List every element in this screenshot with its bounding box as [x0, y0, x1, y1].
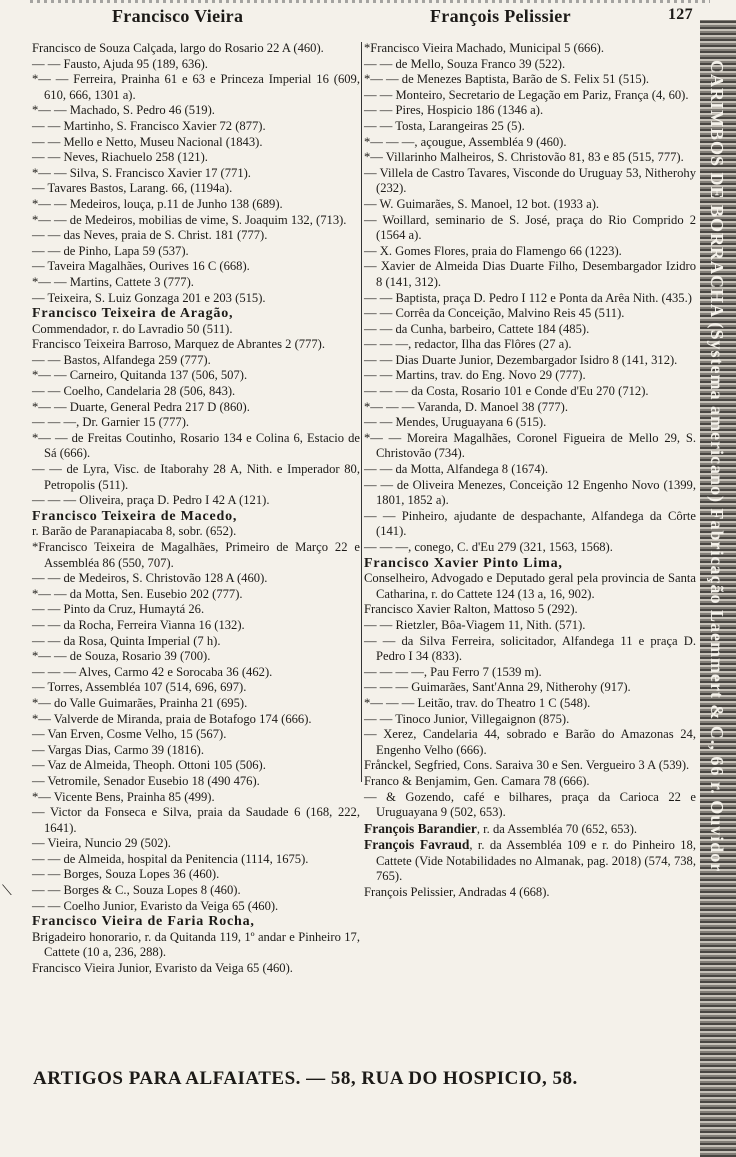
- directory-entry: — — Pinto da Cruz, Humaytá 26.: [32, 602, 205, 617]
- directory-entry: — Teixeira, S. Luiz Gonzaga 201 e 203 (515).: [32, 290, 266, 305]
- directory-entry: — — — —, Pau Ferro 7 (1539 m).: [364, 664, 542, 679]
- directory-entry: — — Mendes, Uruguayana 6 (515).: [364, 415, 547, 430]
- footer-advert: ARTIGOS PARA ALFAIATES. — 58, RUA DO HOSPICIO, 58.: [33, 1068, 578, 1089]
- directory-entry: Franco & Benjamim, Gen. Camara 78 (666).: [364, 773, 590, 788]
- page-number: 127: [668, 6, 693, 23]
- directory-entry: — Victor da Fonseca e Silva, praia da Saudade 6 (168, 222, 1641).: [32, 805, 360, 835]
- directory-entry: — — Fausto, Ajuda 95 (189, 636).: [32, 56, 208, 71]
- directory-entry: *— — Machado, S. Pedro 46 (519).: [32, 103, 215, 118]
- directory-entry: — — de Pinho, Lapa 59 (537).: [32, 243, 189, 258]
- directory-entry: Francisco Xavier Ralton, Mattoso 5 (292).: [364, 602, 578, 617]
- top-rule: [30, 0, 710, 3]
- directory-entry: Brigadeiro honorario, r. da Quitanda 119, 1º andar e Pinheiro 17, Cattete (10 a, 236, 288).: [32, 929, 360, 960]
- directory-entry: — — Tosta, Larangeiras 25 (5).: [364, 118, 525, 133]
- directory-entry: — — das Neves, praia de S. Christ. 181 (777).: [32, 228, 268, 243]
- directory-entry: — — Mello e Netto, Museu Nacional (1843).: [32, 134, 263, 149]
- directory-entry: — — Tinoco Junior, Villegaignon (875).: [364, 711, 570, 726]
- directory-entry: *— — de Souza, Rosario 39 (700).: [32, 649, 211, 664]
- directory-entry: *— — Duarte, General Pedra 217 D (860).: [32, 399, 250, 414]
- directory-entry: *— — Silva, S. Francisco Xavier 17 (771).: [32, 165, 251, 180]
- directory-entry: *Francisco Vieira Machado, Municipal 5 (666).: [364, 41, 604, 55]
- directory-entry: — — Baptista, praça D. Pedro I 112 e Ponta da Arêa Nith. (435.): [364, 290, 692, 305]
- directory-entry: — — — da Costa, Rosario 101 e Conde d'Eu 270 (712).: [364, 384, 649, 399]
- directory-entry: *— do Valle Guimarães, Prainha 21 (695).: [32, 695, 248, 710]
- directory-entry: — — Coelho, Candelaria 28 (506, 843).: [32, 384, 236, 399]
- directory-entry: — — —, Dr. Garnier 15 (777).: [32, 415, 190, 430]
- directory-entry: — Vieira, Nuncio 29 (502).: [32, 836, 171, 851]
- directory-entry: Francisco Vieira Junior, Evaristo da Veiga 65 (460).: [32, 961, 293, 976]
- directory-entry: — W. Guimarães, S. Manoel, 12 bot. (1933 a).: [364, 196, 600, 211]
- entry-heading: Francisco Teixeira de Macedo,: [32, 508, 238, 524]
- left-running-header: Francisco Vieira: [112, 6, 244, 26]
- entry-heading: Francisco Vieira de Faria Rocha,: [32, 914, 255, 930]
- directory-entry: — Torres, Assembléa 107 (514, 696, 697).: [32, 680, 247, 695]
- directory-entry: — — Dias Duarte Junior, Dezembargador Isidro 8 (141, 312).: [364, 352, 678, 367]
- directory-entry: r. Barão de Paranapiacaba 8, sobr. (652).: [32, 524, 237, 539]
- directory-entry: *— — Medeiros, louça, p.11 de Junho 138 (689).: [32, 196, 283, 211]
- directory-entry: — — — Oliveira, praça D. Pedro I 42 A (121).: [32, 493, 270, 508]
- directory-entry: — — Coelho Junior, Evaristo da Veiga 65 (460).: [32, 898, 279, 913]
- directory-entry: *— Valverde de Miranda, praia de Botafogo 174 (666).: [32, 711, 312, 726]
- directory-entry: *— — —, açougue, Assembléa 9 (460).: [364, 134, 567, 149]
- directory-entry: — — —, redactor, Ilha das Flôres (27 a).: [364, 337, 572, 352]
- directory-entry: Francisco Teixeira Barroso, Marquez de Abrantes 2 (777).: [32, 337, 325, 352]
- directory-entry: *— Villarinho Malheiros, S. Christovão 81, 83 e 85 (515, 777).: [364, 150, 684, 165]
- directory-entry: — — —, conego, C. d'Eu 279 (321, 1563, 1568).: [364, 540, 613, 554]
- directory-entry: *Francisco Teixeira de Magalhães, Primeiro de Março 22 e Assembléa 86 (550, 707).: [32, 540, 360, 570]
- directory-entry: — Woillard, seminario de S. José, praça do Rio Comprido 2 (1564 a).: [364, 212, 696, 243]
- directory-entry: — — da Motta, Alfandega 8 (1674).: [364, 462, 548, 477]
- directory-entry: — Vaz de Almeida, Theoph. Ottoni 105 (506).: [32, 758, 266, 773]
- directory-entry: *— — de Freitas Coutinho, Rosario 134 e Colina 6, Estacio de Sá (666).: [32, 430, 360, 461]
- directory-entry: *— — Moreira Magalhães, Coronel Figueira de Mello 29, S. Christovão (734).: [364, 430, 696, 461]
- directory-entry: — — Corrêa da Conceição, Malvino Reis 45 (511).: [364, 306, 625, 321]
- directory-entry: *— — Martins, Cattete 3 (777).: [32, 274, 194, 289]
- directory-entry: — Tavares Bastos, Larang. 66, (1194a).: [32, 181, 233, 196]
- right-running-header: François Pelissier: [430, 6, 571, 26]
- directory-entry: — — de Medeiros, S. Christovão 128 A (460).: [32, 571, 268, 586]
- directory-entry: — — da Cunha, barbeiro, Cattete 184 (485).: [364, 321, 590, 336]
- directory-entry: *— — Ferreira, Prainha 61 e 63 e Princeza Imperial 16 (609, 610, 666, 1301 a).: [32, 72, 360, 102]
- directory-entry: Conselheiro, Advogado e Deputado geral pela provincia de Santa Catharina, r. do Cattete 124 (13 a, 16, 902).: [364, 571, 696, 601]
- entry-heading: Francisco Teixeira de Aragão,: [32, 306, 234, 322]
- directory-entry: — — Martinho, S. Francisco Xavier 72 (877).: [32, 118, 266, 133]
- side-advert-text: CARIMBOS DE BORRACHA (Systema americano) Fabricação Laemmert & C., 66 r. Ouvidor: [707, 60, 727, 873]
- directory-entry: — — Pinheiro, ajudante de despachante, Alfandega da Côrte (141).: [364, 508, 696, 539]
- directory-entry: *— — de Medeiros, mobilias de vime, S. Joaquim 132, (713).: [32, 212, 347, 227]
- directory-entry: — — de Mello, Souza Franco 39 (522).: [364, 56, 566, 71]
- directory-entry: — — Martins, trav. do Eng. Novo 29 (777).: [364, 368, 586, 383]
- directory-entry: Frånckel, Segfried, Cons. Saraiva 30 e Sen. Vergueiro 3 A (539).: [364, 758, 690, 773]
- directory-entry: — X. Gomes Flores, praia do Flamengo 66 (1223).: [364, 243, 622, 258]
- directory-entry: Francisco de Souza Calçada, largo do Rosario 22 A (460).: [32, 41, 324, 55]
- directory-entry: — — Pires, Hospicio 186 (1346 a).: [364, 103, 544, 118]
- directory-entry: — — da Rocha, Ferreira Vianna 16 (132).: [32, 617, 245, 632]
- directory-entry: — — de Lyra, Visc. de Itaborahy 28 A, Nith. e Imperador 80, Petropolis (511).: [32, 462, 360, 492]
- directory-entry: *— — — Leitão, trav. do Theatro 1 C (548).: [364, 695, 591, 710]
- directory-entry: — — da Silva Ferreira, solicitador, Alfandega 11 e praça D. Pedro I 34 (833).: [364, 633, 696, 664]
- directory-entry: — — Borges, Souza Lopes 36 (460).: [32, 867, 220, 882]
- directory-entry: — — de Oliveira Menezes, Conceição 12 Engenho Novo (1399, 1801, 1852 a).: [364, 477, 696, 508]
- directory-entry: — & Gozendo, café e bilhares, praça da Carioca 22 e Uruguayana 9 (502, 653).: [364, 789, 696, 820]
- directory-entry: — Taveira Magalhães, Ourives 16 C (668).: [32, 259, 250, 274]
- directory-entry: *— — Carneiro, Quitanda 137 (506, 507).: [32, 368, 248, 383]
- column-divider: [361, 42, 362, 782]
- directory-entry: — — Bastos, Alfandega 259 (777).: [32, 352, 211, 367]
- directory-entry: François Barandier, r. da Assembléa 70 (652, 653).: [364, 820, 638, 836]
- directory-entry: — — de Almeida, hospital da Penitencia (1114, 1675).: [32, 851, 309, 866]
- entry-heading: Francisco Xavier Pinto Lima,: [364, 555, 563, 571]
- directory-entry: *— — — Varanda, D. Manoel 38 (777).: [364, 399, 569, 414]
- right-column: [364, 41, 696, 901]
- directory-entry: — — Neves, Riachuelo 258 (121).: [32, 150, 208, 165]
- directory-entry: — — Monteiro, Secretario de Legação em Pariz, França (4, 60).: [364, 87, 689, 102]
- directory-entry: — Vetromile, Senador Eusebio 18 (490 476).: [32, 773, 260, 788]
- directory-entry: François Favraud, r. da Assembléa 109 e r. do Pinheiro 18, Cattete (Vide Notabilidades no Almanak, pag. 2018) (574, 738, 765).: [364, 837, 696, 884]
- directory-entry: — Van Erven, Cosme Velho, 15 (567).: [32, 727, 227, 742]
- directory-entry: — — Rietzler, Bôa-Viagem 11, Nith. (571).: [364, 617, 586, 632]
- directory-entry: — — — Guimarães, Sant'Anna 29, Nitherohy (917).: [364, 680, 631, 695]
- directory-entry: — Xerez, Candelaria 44, sobrado e Barão do Amazonas 24, Engenho Velho (666).: [364, 727, 696, 757]
- directory-entry: — — Borges & C., Souza Lopes 8 (460).: [32, 883, 241, 898]
- directory-entry: François Pelissier, Andradas 4 (668).: [364, 885, 550, 900]
- directory-entry: — — — Alves, Carmo 42 e Sorocaba 36 (462).: [32, 664, 273, 679]
- directory-entry: — Vargas Dias, Carmo 39 (1816).: [32, 742, 204, 757]
- left-column: [32, 41, 360, 977]
- directory-entry: — Xavier de Almeida Dias Duarte Filho, Desembargador Izidro 8 (141, 312).: [364, 259, 696, 289]
- directory-entry: *— — da Motta, Sen. Eusebio 202 (777).: [32, 586, 243, 601]
- directory-entry: — — da Rosa, Quinta Imperial (7 h).: [32, 633, 221, 648]
- margin-mark: ⟍: [2, 884, 12, 899]
- directory-entry: Commendador, r. do Lavradio 50 (511).: [32, 321, 233, 336]
- directory-entry: *— — de Menezes Baptista, Barão de S. Felix 51 (515).: [364, 72, 650, 87]
- directory-entry: *— Vicente Bens, Prainha 85 (499).: [32, 789, 215, 804]
- directory-entry: — Villela de Castro Tavares, Visconde do Uruguay 53, Nitherohy (232).: [364, 165, 696, 196]
